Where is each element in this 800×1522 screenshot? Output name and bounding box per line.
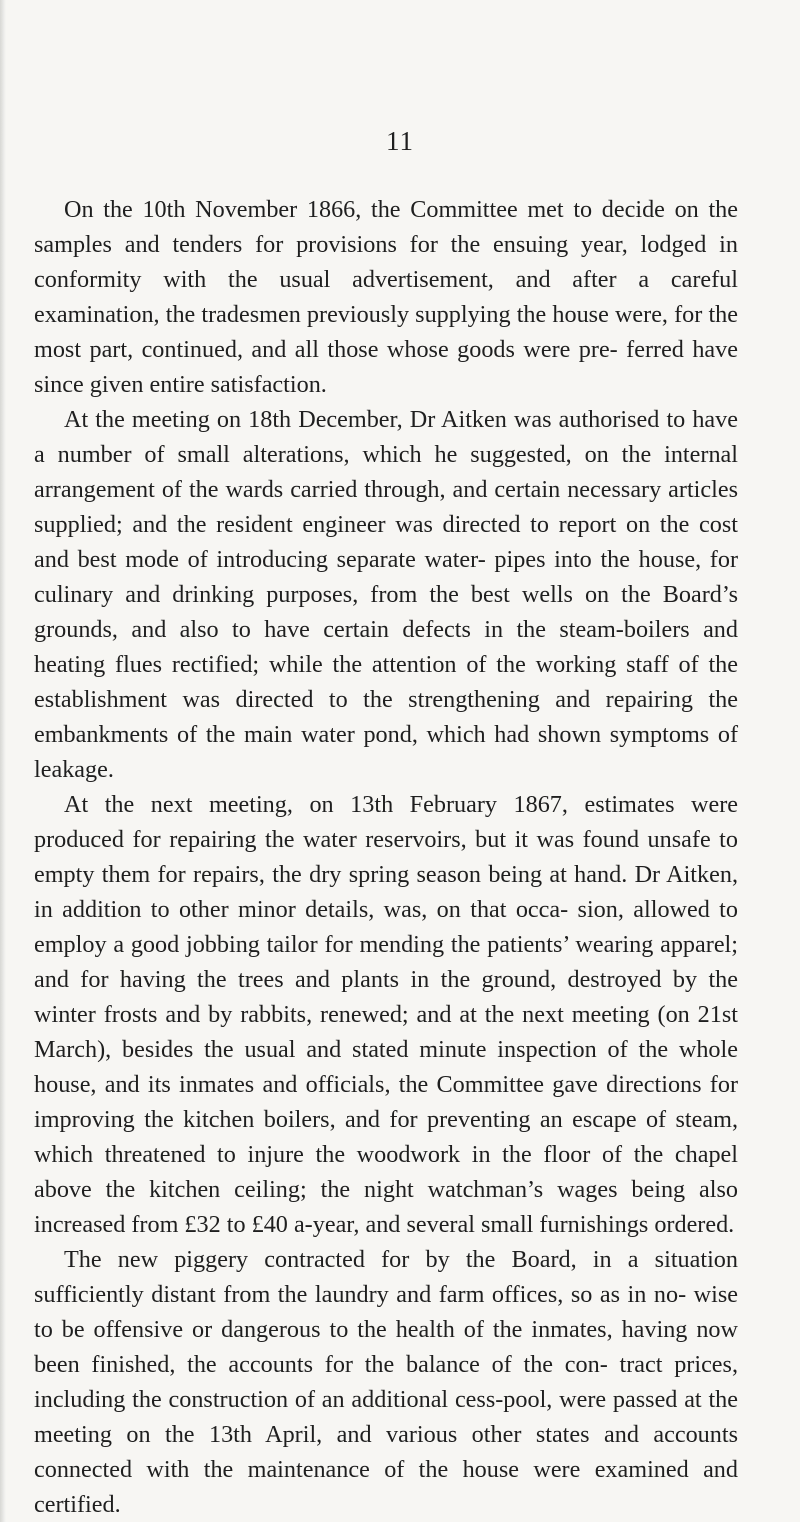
paragraph-provisions-tenders: On the 10th November 1866, the Committee met to decide on the samples and tenders for provisions for the ensuing year, lodged in conformity with the usual advertisement, and after a careful examination, the tradesmen previously supplying the house were, for the most part, continued, and all those whose goods were pre- ferred have since given entire satisfaction.	[34, 196, 738, 398]
paragraph-december-meeting: At the meeting on 18th December, Dr Aitken was authorised to have a number of small alterations, which he suggested, on the internal arrangement of the wards carried through, and certain necessary articles supplied; and the resident engineer was directed to report on the cost and best mode of introducing separate water- pipes into the house, for culinary and drinking purposes, from the best wells on the Board’s grounds, and also to have certain defects in the steam-boilers and heating flues rectified; while the attention of the working staff of the establishment was directed to the strengthening and repairing the embankments of the main water pond, which had shown symptoms of leakage.	[34, 406, 738, 783]
paragraph-february-march-meetings: At the next meeting, on 13th February 1867, estimates were produced for repairing the water reservoirs, but it was found unsafe to empty them for repairs, the dry spring season being at hand. Dr Aitken, in addition to other minor details, was, on that occa- sion, allowed to employ a good jobbing tailor for mending the patients’ wearing apparel; and for having the trees and plants in the ground, destroyed by the winter frosts and by rabbits, renewed; and at the next meeting (on 21st March), besides the usual and stated minute inspection of the whole house, and its inmates and officials, the Committee gave directions for improving the kitchen boilers, and for preventing an escape of steam, which threatened to injure the woodwork in the floor of the chapel above the kitchen ceiling; the night watchman’s wages being also increased from £32 to £40 a-year, and several small furnishings ordered.	[34, 791, 738, 1238]
page-binding-edge	[0, 0, 6, 1522]
paragraph-piggery-accounts: The new piggery contracted for by the Board, in a situation sufficiently distant from the laundry and farm offices, so as in no- wise to be offensive or dangerous to the health of the inmates, having now been finished, the accounts for the balance of the con- tract prices, including the construction of an additional cess-pool, were passed at the meeting on the 13th April, and various other states and accounts connected with the maintenance of the house were examined and certified.	[34, 1246, 738, 1518]
page-number: 11	[386, 126, 414, 156]
page-body	[34, 192, 738, 1522]
